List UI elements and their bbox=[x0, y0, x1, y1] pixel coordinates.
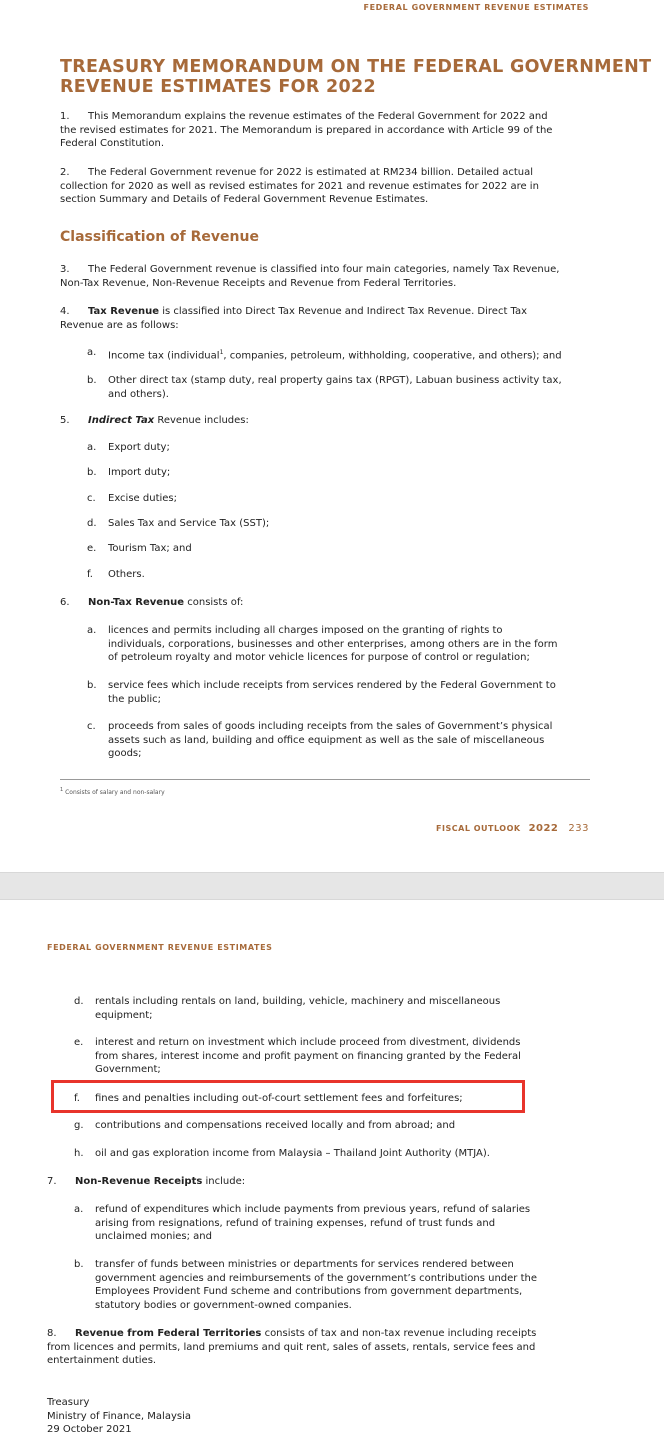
text-line: This Memorandum explains the revenue estimates of the Federal Government for 2022 and bbox=[88, 111, 548, 122]
footnote-ref: 1 bbox=[219, 349, 224, 356]
page-number: 233 bbox=[568, 823, 589, 834]
paragraph-1 bbox=[60, 110, 585, 151]
paragraph-2 bbox=[60, 166, 585, 207]
text-line: , companies, petroleum, withholding, cooperative, and others); and bbox=[223, 350, 562, 362]
list-label: e. bbox=[87, 543, 97, 554]
bold-term: Non-Revenue Receipts bbox=[75, 1176, 203, 1187]
signature-date: 29 October 2021 bbox=[47, 1424, 132, 1435]
paragraph-number: 3. bbox=[60, 264, 70, 275]
list-item bbox=[87, 624, 597, 666]
list-item bbox=[87, 542, 387, 556]
list-item bbox=[74, 1119, 594, 1133]
text-line: Employees Provident Fund scheme and contributions from government departments, bbox=[95, 1286, 523, 1297]
list-item bbox=[87, 517, 387, 531]
text-line: is classified into Direct Tax Revenue and Indirect Tax Revenue. Direct Tax bbox=[159, 306, 528, 317]
list-label: b. bbox=[87, 375, 97, 386]
list-label: b. bbox=[87, 680, 97, 691]
paragraph-6 bbox=[60, 596, 585, 610]
list-text: fines and penalties including out-of-court settlement fees and forfeitures; bbox=[95, 1093, 463, 1104]
list-item-highlighted bbox=[74, 1092, 514, 1106]
text-line: individuals, corporations, businesses and other enterprises, among others are in the form bbox=[108, 638, 558, 650]
text-line: section Summary and Details of Federal Government Revenue Estimates. bbox=[60, 194, 429, 205]
list-label: g. bbox=[74, 1120, 84, 1131]
footnote-text: Consists of salary and non-salary bbox=[63, 789, 165, 796]
list-label: b. bbox=[74, 1259, 84, 1270]
text-line: interest and return on investment which include proceed from divestment, dividends bbox=[95, 1037, 521, 1048]
footnote bbox=[60, 784, 165, 800]
paragraph-number: 8. bbox=[47, 1328, 57, 1339]
text-line: assets such as land, building and office equipment as well as the sale of miscellaneous bbox=[108, 734, 545, 746]
text-line: Non-Tax Revenue, Non-Revenue Receipts and Revenue from Federal Territories. bbox=[60, 277, 457, 289]
text-line: and others). bbox=[108, 388, 169, 400]
list-item bbox=[74, 995, 594, 1023]
bold-italic-term: Indirect Tax bbox=[88, 415, 155, 426]
list-text bbox=[95, 995, 500, 1022]
list-text: Export duty; bbox=[108, 442, 170, 453]
text-line: from licences and permits, land premiums and quit rent, sales of assets, rentals, service fees and bbox=[47, 1341, 536, 1353]
text-line: licences and permits including all charges imposed on the granting of rights to bbox=[108, 625, 503, 636]
list-item bbox=[87, 720, 597, 762]
paragraph-number: 4. bbox=[60, 306, 70, 317]
paragraph-number: 5. bbox=[60, 415, 70, 426]
list-item bbox=[74, 1258, 594, 1314]
signature-line: Treasury bbox=[47, 1397, 90, 1408]
paragraph-number: 6. bbox=[60, 597, 70, 608]
list-item bbox=[74, 1203, 594, 1245]
list-label: a. bbox=[87, 625, 97, 636]
list-text: Import duty; bbox=[108, 467, 171, 478]
text-line: refund of expenditures which include payments from previous years, refund of salaries bbox=[95, 1204, 531, 1215]
paragraph-3 bbox=[60, 263, 585, 290]
list-label: h. bbox=[74, 1148, 84, 1159]
list-item bbox=[74, 1036, 594, 1078]
text-line: Income tax (individual bbox=[108, 350, 220, 362]
text-line: unclaimed monies; and bbox=[95, 1231, 212, 1242]
text-line: entertainment duties. bbox=[47, 1355, 157, 1366]
list-text: oil and gas exploration income from Malaysia – Thailand Joint Authority (MTJA). bbox=[95, 1148, 490, 1159]
text-line: Revenue includes: bbox=[154, 415, 249, 426]
list-label: d. bbox=[87, 518, 97, 529]
text-line: Government; bbox=[95, 1064, 161, 1075]
text-line: the public; bbox=[108, 693, 162, 705]
running-header: FEDERAL GOVERNMENT REVENUE ESTIMATES bbox=[47, 943, 273, 952]
text-line: consists of tax and non-tax revenue including receipts bbox=[261, 1328, 537, 1339]
section-heading: Classification of Revenue bbox=[60, 229, 259, 245]
paragraph-number: 7. bbox=[47, 1176, 57, 1187]
footer-label: FISCAL OUTLOOK bbox=[436, 824, 521, 833]
text-line: Other direct tax (stamp duty, real property gains tax (RPGT), Labuan business activity tax, bbox=[108, 375, 562, 386]
list-label: c. bbox=[87, 493, 96, 504]
footnote-mark: 1 bbox=[60, 787, 64, 793]
list-label: c. bbox=[87, 721, 96, 732]
text-line: statutory bodies or government-owned companies. bbox=[95, 1299, 352, 1311]
paragraph-7 bbox=[47, 1175, 572, 1189]
list-text: Tourism Tax; and bbox=[108, 543, 192, 554]
paragraph-number: 1. bbox=[60, 111, 70, 122]
text-line: transfer of funds between ministries or departments for services rendered between bbox=[95, 1259, 514, 1270]
text-line: collection for 2020 as well as revised estimates for 2021 and revenue estimates for 2022 are in bbox=[60, 180, 539, 192]
list-text: Sales Tax and Service Tax (SST); bbox=[108, 518, 270, 529]
list-item bbox=[74, 1147, 594, 1161]
text-line: of petroleum royalty and motor vehicle licences for purpose of control or regulation; bbox=[108, 652, 530, 663]
paragraph-4 bbox=[60, 305, 585, 332]
list-text bbox=[95, 1036, 521, 1077]
list-label: a. bbox=[87, 442, 97, 453]
list-label: e. bbox=[74, 1037, 84, 1048]
bold-term: Non-Tax Revenue bbox=[88, 597, 185, 608]
text-line: proceeds from sales of goods including receipts from the sales of Government’s physical bbox=[108, 721, 553, 732]
page-footer bbox=[436, 822, 589, 836]
list-text: contributions and compensations received locally and from abroad; and bbox=[95, 1120, 456, 1131]
text-line: from shares, interest income and profit payment on financing granted by the Federal bbox=[95, 1050, 521, 1062]
list-label: a. bbox=[87, 347, 97, 358]
text-line: Revenue are as follows: bbox=[60, 319, 179, 331]
document-page-2 bbox=[0, 900, 664, 1440]
list-item bbox=[87, 679, 597, 707]
list-text: Others. bbox=[108, 569, 145, 580]
paragraph-number: 2. bbox=[60, 167, 70, 178]
signature-line: Ministry of Finance, Malaysia bbox=[47, 1410, 191, 1422]
text-line: consists of: bbox=[184, 597, 244, 608]
paragraph-8 bbox=[47, 1327, 587, 1368]
footer-year: 2022 bbox=[528, 823, 559, 834]
list-text bbox=[108, 624, 557, 665]
list-label: f. bbox=[87, 569, 93, 580]
list-label: a. bbox=[74, 1204, 84, 1215]
list-label: d. bbox=[74, 996, 84, 1007]
text-line: include: bbox=[202, 1176, 246, 1187]
list-item bbox=[87, 568, 387, 582]
running-header: FEDERAL GOVERNMENT REVENUE ESTIMATES bbox=[363, 3, 589, 12]
list-item bbox=[87, 466, 387, 480]
text-line: arising from resignations, refund of training expenses, refund of trust funds and bbox=[95, 1217, 496, 1229]
list-text: Excise duties; bbox=[108, 493, 177, 504]
bold-term: Revenue from Federal Territories bbox=[75, 1328, 262, 1339]
list-item bbox=[87, 492, 387, 506]
list-label: b. bbox=[87, 467, 97, 478]
list-text bbox=[108, 720, 552, 761]
footnote-divider bbox=[60, 779, 590, 780]
text-line: service fees which include receipts from services rendered by the Federal Government to bbox=[108, 680, 556, 691]
text-line: the revised estimates for 2021. The Memorandum is prepared in accordance with Article 99 of the bbox=[60, 124, 553, 136]
list-item bbox=[87, 441, 387, 455]
text-line: Federal Constitution. bbox=[60, 138, 164, 149]
list-item bbox=[87, 374, 597, 402]
text-line: The Federal Government revenue for 2022 is estimated at RM234 billion. Detailed actual bbox=[88, 167, 534, 178]
page-separator bbox=[0, 872, 664, 900]
text-line: equipment; bbox=[95, 1009, 153, 1021]
text-line: government agencies and reimbursements of the government’s contributions under the bbox=[95, 1272, 537, 1284]
list-text bbox=[108, 346, 562, 363]
title-line: TREASURY MEMORANDUM ON THE FEDERAL GOVERNMENT bbox=[60, 57, 652, 77]
list-item bbox=[87, 346, 597, 360]
list-text bbox=[108, 374, 562, 401]
list-text bbox=[108, 679, 556, 706]
list-text bbox=[95, 1258, 537, 1312]
text-line: The Federal Government revenue is classified into four main categories, namely Tax Revenue, bbox=[88, 264, 560, 275]
text-line: rentals including rentals on land, building, vehicle, machinery and miscellaneous bbox=[95, 996, 501, 1007]
title-line: REVENUE ESTIMATES FOR 2022 bbox=[60, 77, 376, 97]
list-text bbox=[95, 1203, 530, 1244]
list-label: f. bbox=[74, 1093, 80, 1104]
signature-block bbox=[47, 1396, 191, 1437]
text-line: goods; bbox=[108, 748, 142, 759]
paragraph-5 bbox=[60, 414, 585, 428]
bold-term: Tax Revenue bbox=[88, 306, 160, 317]
document-title bbox=[60, 57, 651, 97]
